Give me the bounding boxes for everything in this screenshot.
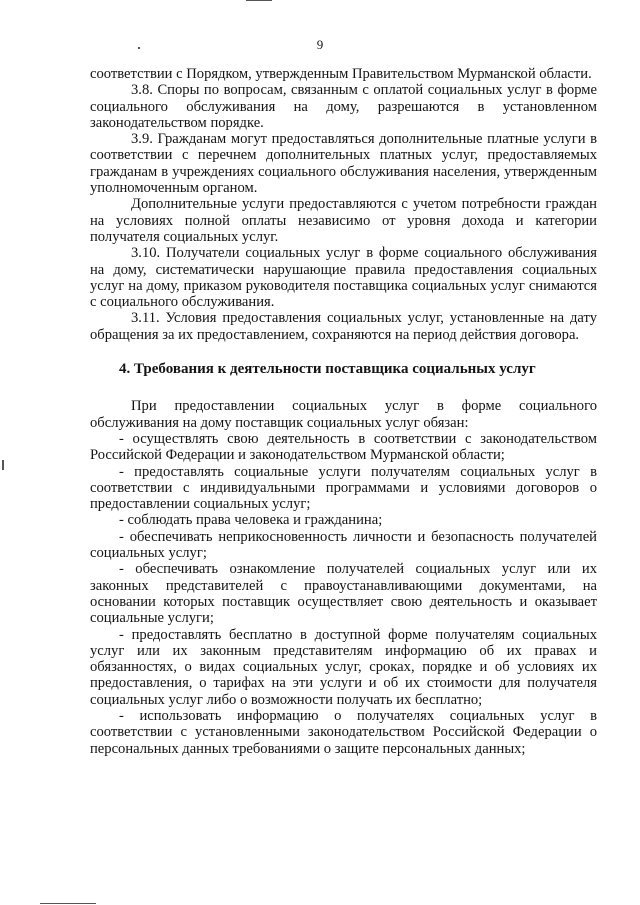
list-item: - соблюдать права человека и гражданина;: [119, 512, 383, 529]
list-item: - обеспечивать неприкосновенность личности и безопасность получателей социальных услуг;: [90, 528, 597, 562]
paragraph-3-8: 3.8. Споры по вопросам, связанным с оплатой социальных услуг в форме социального обслуживания на дому, разрешаются в установленном законодательством порядке.: [90, 82, 597, 131]
list-item: - предоставлять бесплатно в доступной форме получателям социальных услуг или их законным представителям информацию об их правах и обязанностях, о видах социальных услуг, сроках, порядке и об условиях их предоставления, о тарифах на эти услуги и об их стоимости для получателя социальных услуг либо о возможности получать их бесплатно;: [90, 626, 597, 708]
paragraph-3-11: 3.11. Условия предоставления социальных услуг, установленные на дату обращения за их предоставлением, сохраняются на период действия договора.: [90, 310, 597, 343]
document-body: [90, 66, 597, 757]
section-heading: 4. Требования к деятельности поставщика социальных услуг: [119, 361, 536, 378]
scan-artifact-bottom: [40, 903, 96, 904]
paragraph-additional-services: Дополнительные услуги предоставляются с учетом потребности граждан на условиях полной оплаты независимо от уровня дохода и категории получателя социальных услуг.: [90, 196, 597, 245]
list-item: - обеспечивать ознакомление получателей социальных услуг или их законных представителей с правоустанавливающими документами, на основании которых поставщик осуществляет свою деятельность и оказывает социальные услуги;: [90, 561, 597, 627]
page-number: 9: [316, 37, 324, 52]
list-item: - осуществлять свою деятельность в соответствии с законодательством Российской Федерации и законодательством Мурманской области;: [90, 430, 597, 464]
list-item: - использовать информацию о получателях социальных услуг в соответствии с установленными законодательством Российской Федерации о персональных данных требованиями о защите персональных данных;: [90, 707, 597, 757]
scan-artifact-left: [2, 460, 4, 470]
section-intro: При предоставлении социальных услуг в форме социального обслуживания на дому поставщик социальных услуг обязан:: [90, 398, 597, 431]
paragraph-continuation: соответствии с Порядком, утвержденным Правительством Мурманской области.: [90, 66, 592, 82]
paragraph-3-9: 3.9. Гражданам могут предоставляться дополнительные платные услуги в соответствии с перечнем дополнительных платных услуг, предоставляемых гражданам в учреждениях социального обслуживания населения, утвержденным уполномоченным органом.: [90, 131, 597, 197]
list-item: - предоставлять социальные услуги получателям социальных услуг в соответствии с индивидуальными программами и условиями договоров о предоставлении социальных услуг;: [90, 463, 597, 513]
scan-artifact-top: [246, 0, 272, 1]
paragraph-3-10: 3.10. Получатели социальных услуг в форме социального обслуживания на дому, систематически нарушающие правила предоставления социальных услуг на дому, приказом руководителя поставщика социальных услуг снимаются с социального обслуживания.: [90, 245, 597, 311]
